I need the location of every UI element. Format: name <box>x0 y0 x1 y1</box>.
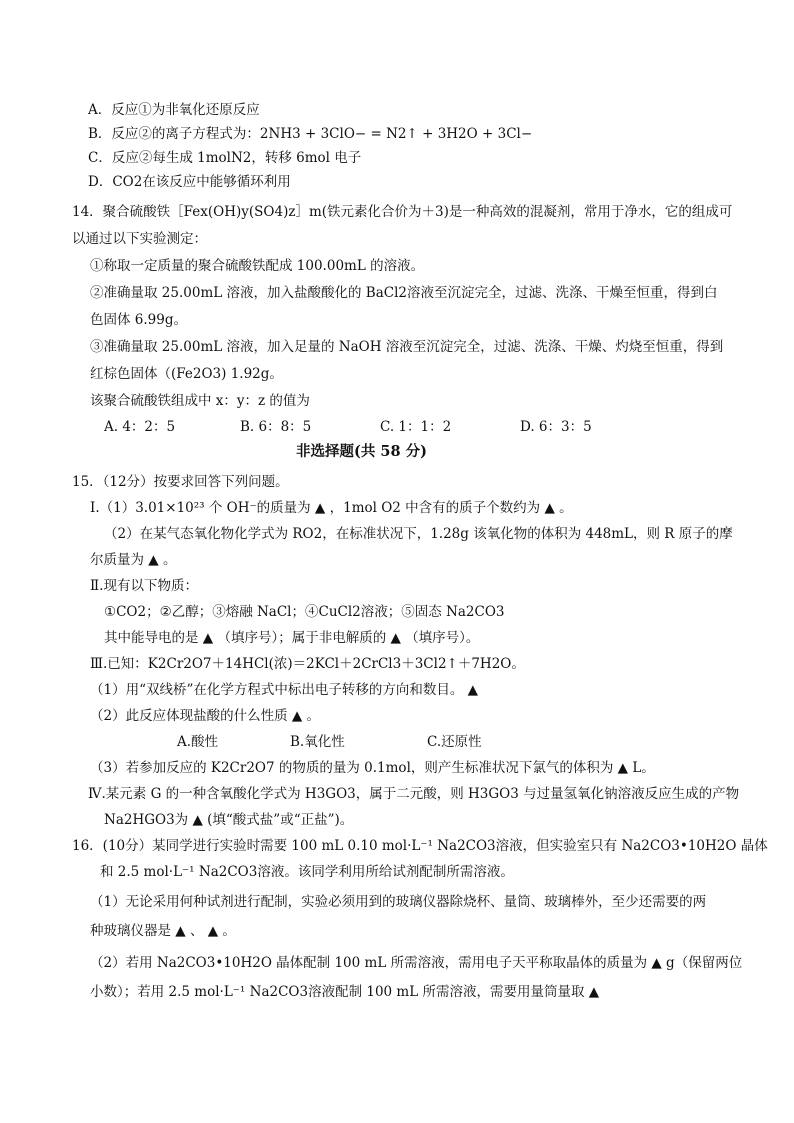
q16-part2-line1: （2）若用 Na2CO3•10H2O 晶体配制 100 mL 所需溶液，需用电子天平称取晶体的质量为 ▲ g（保留两位 <box>90 955 743 971</box>
q16-part1-line1: （1）无论采用何种试剂进行配制，实验必须用到的玻璃仪器除烧杯、量筒、玻璃棒外，至少还需要的两 <box>90 894 707 910</box>
q15-part1-q2-line2: 尔质量为 ▲ 。 <box>90 552 177 568</box>
q15-part2-list: ①CO2；②乙醇；③熔融 NaCl；④CuCl2溶液；⑤固态 Na2CO3 <box>104 604 505 620</box>
q15-part2-head: Ⅱ.现有以下物质： <box>90 578 198 594</box>
q13-option-b: B．反应②的离子方程式为：2NH3 + 3ClO− = N2↑ + 3H2O + 3Cl− <box>88 126 533 142</box>
q14-step1: ①称取一定质量的聚合硫酸铁配成 100.00mL 的溶液。 <box>90 258 425 274</box>
q13-option-d: D．CO2在该反应中能够循环利用 <box>88 174 291 190</box>
q14-step2-line2: 色固体 6.99g。 <box>90 312 187 328</box>
q14-stem-line2: 以通过以下实验测定： <box>72 231 207 247</box>
q16-head-line1: 16．(10分）某同学进行实验时需要 100 mL 0.10 mol·L⁻¹ Na2CO3溶液，但实验室只有 Na2CO3•10H2O 晶体 <box>72 838 768 854</box>
q15-part4-line1: Ⅳ.某元素 G 的一种含氧酸化学式为 H3GO3，属于二元酸，则 H3GO3 与过量氢氧化钠溶液反应生成的产物 <box>88 786 740 802</box>
section-title: 非选择题(共 58 分) <box>296 443 427 460</box>
q14-option-c: C. 1：1：2 <box>380 419 452 435</box>
q14-step3-line1: ③准确量取 25.00mL 溶液，加入足量的 NaOH 溶液至沉淀完全，过滤、洗涤、干燥、灼烧至恒重，得到 <box>90 339 724 355</box>
q15-part4-line2: Na2HGO3为 ▲ (填“酸式盐”或“正盐”)。 <box>104 812 354 828</box>
q13-option-a: A．反应①为非氧化还原反应 <box>88 102 260 118</box>
q15-part3-q2: （2）此反应体现盐酸的什么性质 ▲ 。 <box>90 708 321 724</box>
q14-step2-line1: ②准确量取 25.00mL 溶液，加入盐酸酸化的 BaCl2溶液至沉淀完全，过滤、洗涤、干燥至恒重，得到白 <box>90 285 718 301</box>
q14-option-d: D. 6：3：5 <box>520 419 592 435</box>
q15-part3-option-b: B.氧化性 <box>290 734 345 750</box>
q16-part2-line2: 小数）；若用 2.5 mol·L⁻¹ Na2CO3溶液配制 100 mL 所需溶液，需要用量筒量取 ▲ <box>90 984 600 1000</box>
q14-step3-line2: 红棕色固体（(Fe2O3) 1.92g。 <box>90 366 283 382</box>
q15-part3-q3: （3）若参加反应的 K2Cr2O7 的物质的量为 0.1mol，则产生标准状况下氯气的体积为 ▲ L。 <box>90 760 655 776</box>
q15-part3-option-a: A.酸性 <box>177 734 219 750</box>
q14-option-a: A. 4：2：5 <box>104 419 176 435</box>
q15-head: 15．（12分）按要求回答下列问题。 <box>72 474 289 490</box>
q15-part2-question: 其中能导电的是 ▲ （填序号）；属于非电解质的 ▲ （填序号）。 <box>104 630 480 646</box>
q14-stem-line1: 14．聚合硫酸铁［Fex(OH)y(SO4)z］m(铁元素化合价为＋3)是一种高效的混凝剂，常用于净水，它的组成可 <box>72 204 733 220</box>
q14-question: 该聚合硫酸铁组成中 x：y：z 的值为 <box>90 393 310 409</box>
q15-part3-option-c: C.还原性 <box>427 734 482 750</box>
q15-part1-q1: Ⅰ.（1）3.01×10²³ 个 OH⁻的质量为 ▲ ，1mol O2 中含有的质子个数约为 ▲ 。 <box>90 500 573 516</box>
q14-option-b: B. 6：8：5 <box>240 419 312 435</box>
q13-option-c: C．反应②每生成 1molN2，转移 6mol 电子 <box>88 150 362 166</box>
q16-part1-line2: 种玻璃仪器是 ▲ 、 ▲ 。 <box>90 923 236 939</box>
q15-part1-q2-line1: （2）在某气态氧化物化学式为 RO2，在标准状况下，1.28g 该氧化物的体积为 448mL，则 R 原子的摩 <box>104 526 733 542</box>
q15-part3-q1: （1）用“双线桥”在化学方程式中标出电子转移的方向和数目。 ▲ <box>90 682 479 698</box>
q16-head-line2: 和 2.5 mol·L⁻¹ Na2CO3溶液。该同学利用所给试剂配制所需溶液。 <box>100 864 514 880</box>
q15-part3-equation: Ⅲ.已知：K2Cr2O7＋14HCl(浓)＝2KCl＋2CrCl3＋3Cl2↑＋7H2O。 <box>90 656 525 672</box>
